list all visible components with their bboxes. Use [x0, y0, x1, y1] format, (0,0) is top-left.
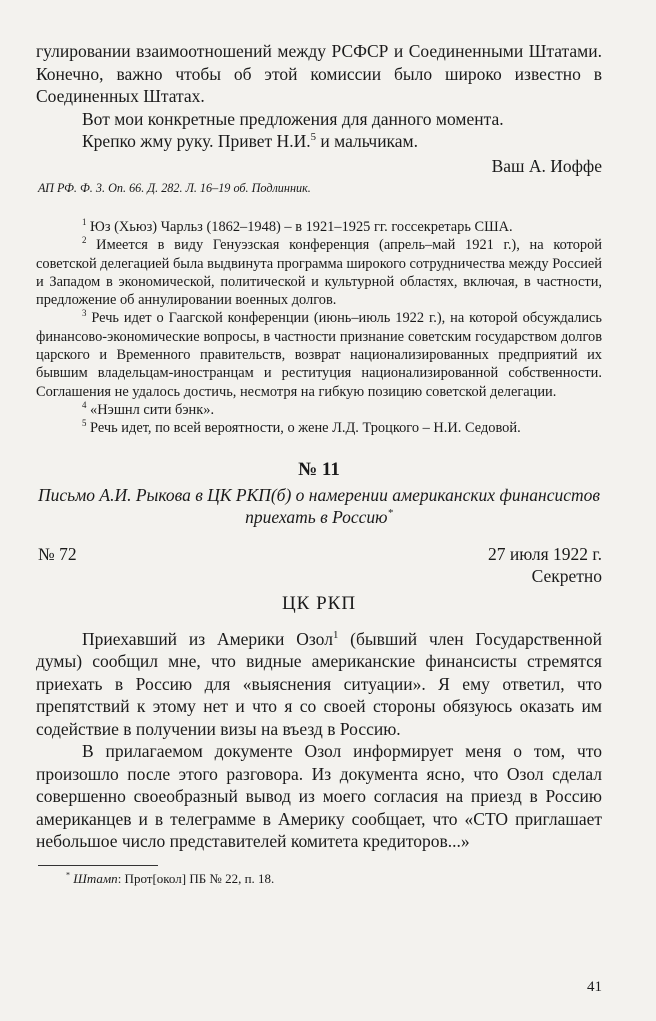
endnote: $^3$ Речь идет о Гаагской конференции (июнь–июль 1922 г.), на которой обсуждались финансово-экономические вопросы, в частности признание советским государством долгов царского и Временного правительств, возврат национализированных предприятий их бывшим владельцам-иностранцам и реституция национализированной собственности. Соглашения не удалось достичь, несмотря на гибкую позицию советской делегации.: [36, 308, 602, 400]
document-page: [36, 40, 602, 887]
archive-reference: АП РФ. Ф. 3. Оп. 66. Д. 282. Л. 16–19 об. Подлинник.: [38, 181, 311, 195]
document-meta: [36, 543, 602, 588]
paragraph-continuation: гулировании взаимоотношений между РСФСР и Соединенными Штатами. Конечно, важно чтобы об этой комиссии было широко известно в Соединенных Штатах.: [36, 41, 602, 106]
endnote: $^5$ Речь идет, по всей вероятности, о жене Л.Д. Троцкого – Н.И. Седовой.: [82, 418, 521, 437]
paragraph-proposals: Вот мои конкретные предложения для данного момента.: [82, 108, 504, 129]
classification-mark: Секретно: [531, 566, 602, 587]
footnote: * Штамп: Прот[окол] ПБ № 22, п. 18.: [66, 870, 275, 886]
endnote: $^1$ Юз (Хьюз) Чарльз (1862–1948) – в 1921–1925 гг. госсекретарь США.: [82, 217, 513, 235]
document-number: № 11: [298, 458, 340, 480]
footnote-ref-star: *: [387, 507, 393, 520]
endnote: $^2$ Имеется в виду Генуэзская конференция (апрель–май 1921 г.), на которой советской делегацией была выдвинута программа широкого сотрудничества между Россией и Западом в экономической, политической и культурной областях, включая, в частности, предложение об аннулировании военных долгов.: [36, 235, 602, 309]
footnote-divider: [38, 865, 158, 866]
addressee: ЦК РКП: [281, 592, 357, 614]
document-date: 27 июля 1922 г.: [488, 543, 602, 564]
document-title: Письмо А.И. Рыкова в ЦК РКП(б) о намерении американских финансистов приехать в Россию*: [38, 484, 600, 528]
footnote-ref-5: 5: [310, 131, 317, 144]
registration-number: № 72: [38, 543, 77, 564]
endnote: $^4$ «Нэшнл сити бэнк».: [82, 400, 215, 418]
letter-paragraph: Приехавший из Америки Озол$^1$ (бывший член Государственной думы) сообщил мне, что видные американские финансисты стремятся приехать в Россию для «выяснения ситуации». Я ему ответил, что препятствий к этому нет и что я со своей стороны обязуюсь оказать им содействие в получении визы на въезд в Россию.: [36, 628, 602, 739]
signature: Ваш А. Иоффе: [491, 155, 602, 176]
page-number: 41: [587, 979, 602, 995]
footnote-ref-1: 1: [332, 628, 339, 641]
letter-paragraph: В прилагаемом документе Озол информирует меня о том, что произошло после этого разговора. Из документа ясно, что Озол сделал совершенно своеобразный вывод из моего согласия на приезд в Россию американцев и в телеграмме в Америку сообщает, что «СТО приглашает небольшое число представителей комитета кредиторов...»: [36, 741, 602, 852]
endnotes: [36, 218, 602, 438]
paragraph-greeting: Крепко жму руку. Привет Н.И.$^5$ и мальчикам.: [82, 131, 419, 151]
